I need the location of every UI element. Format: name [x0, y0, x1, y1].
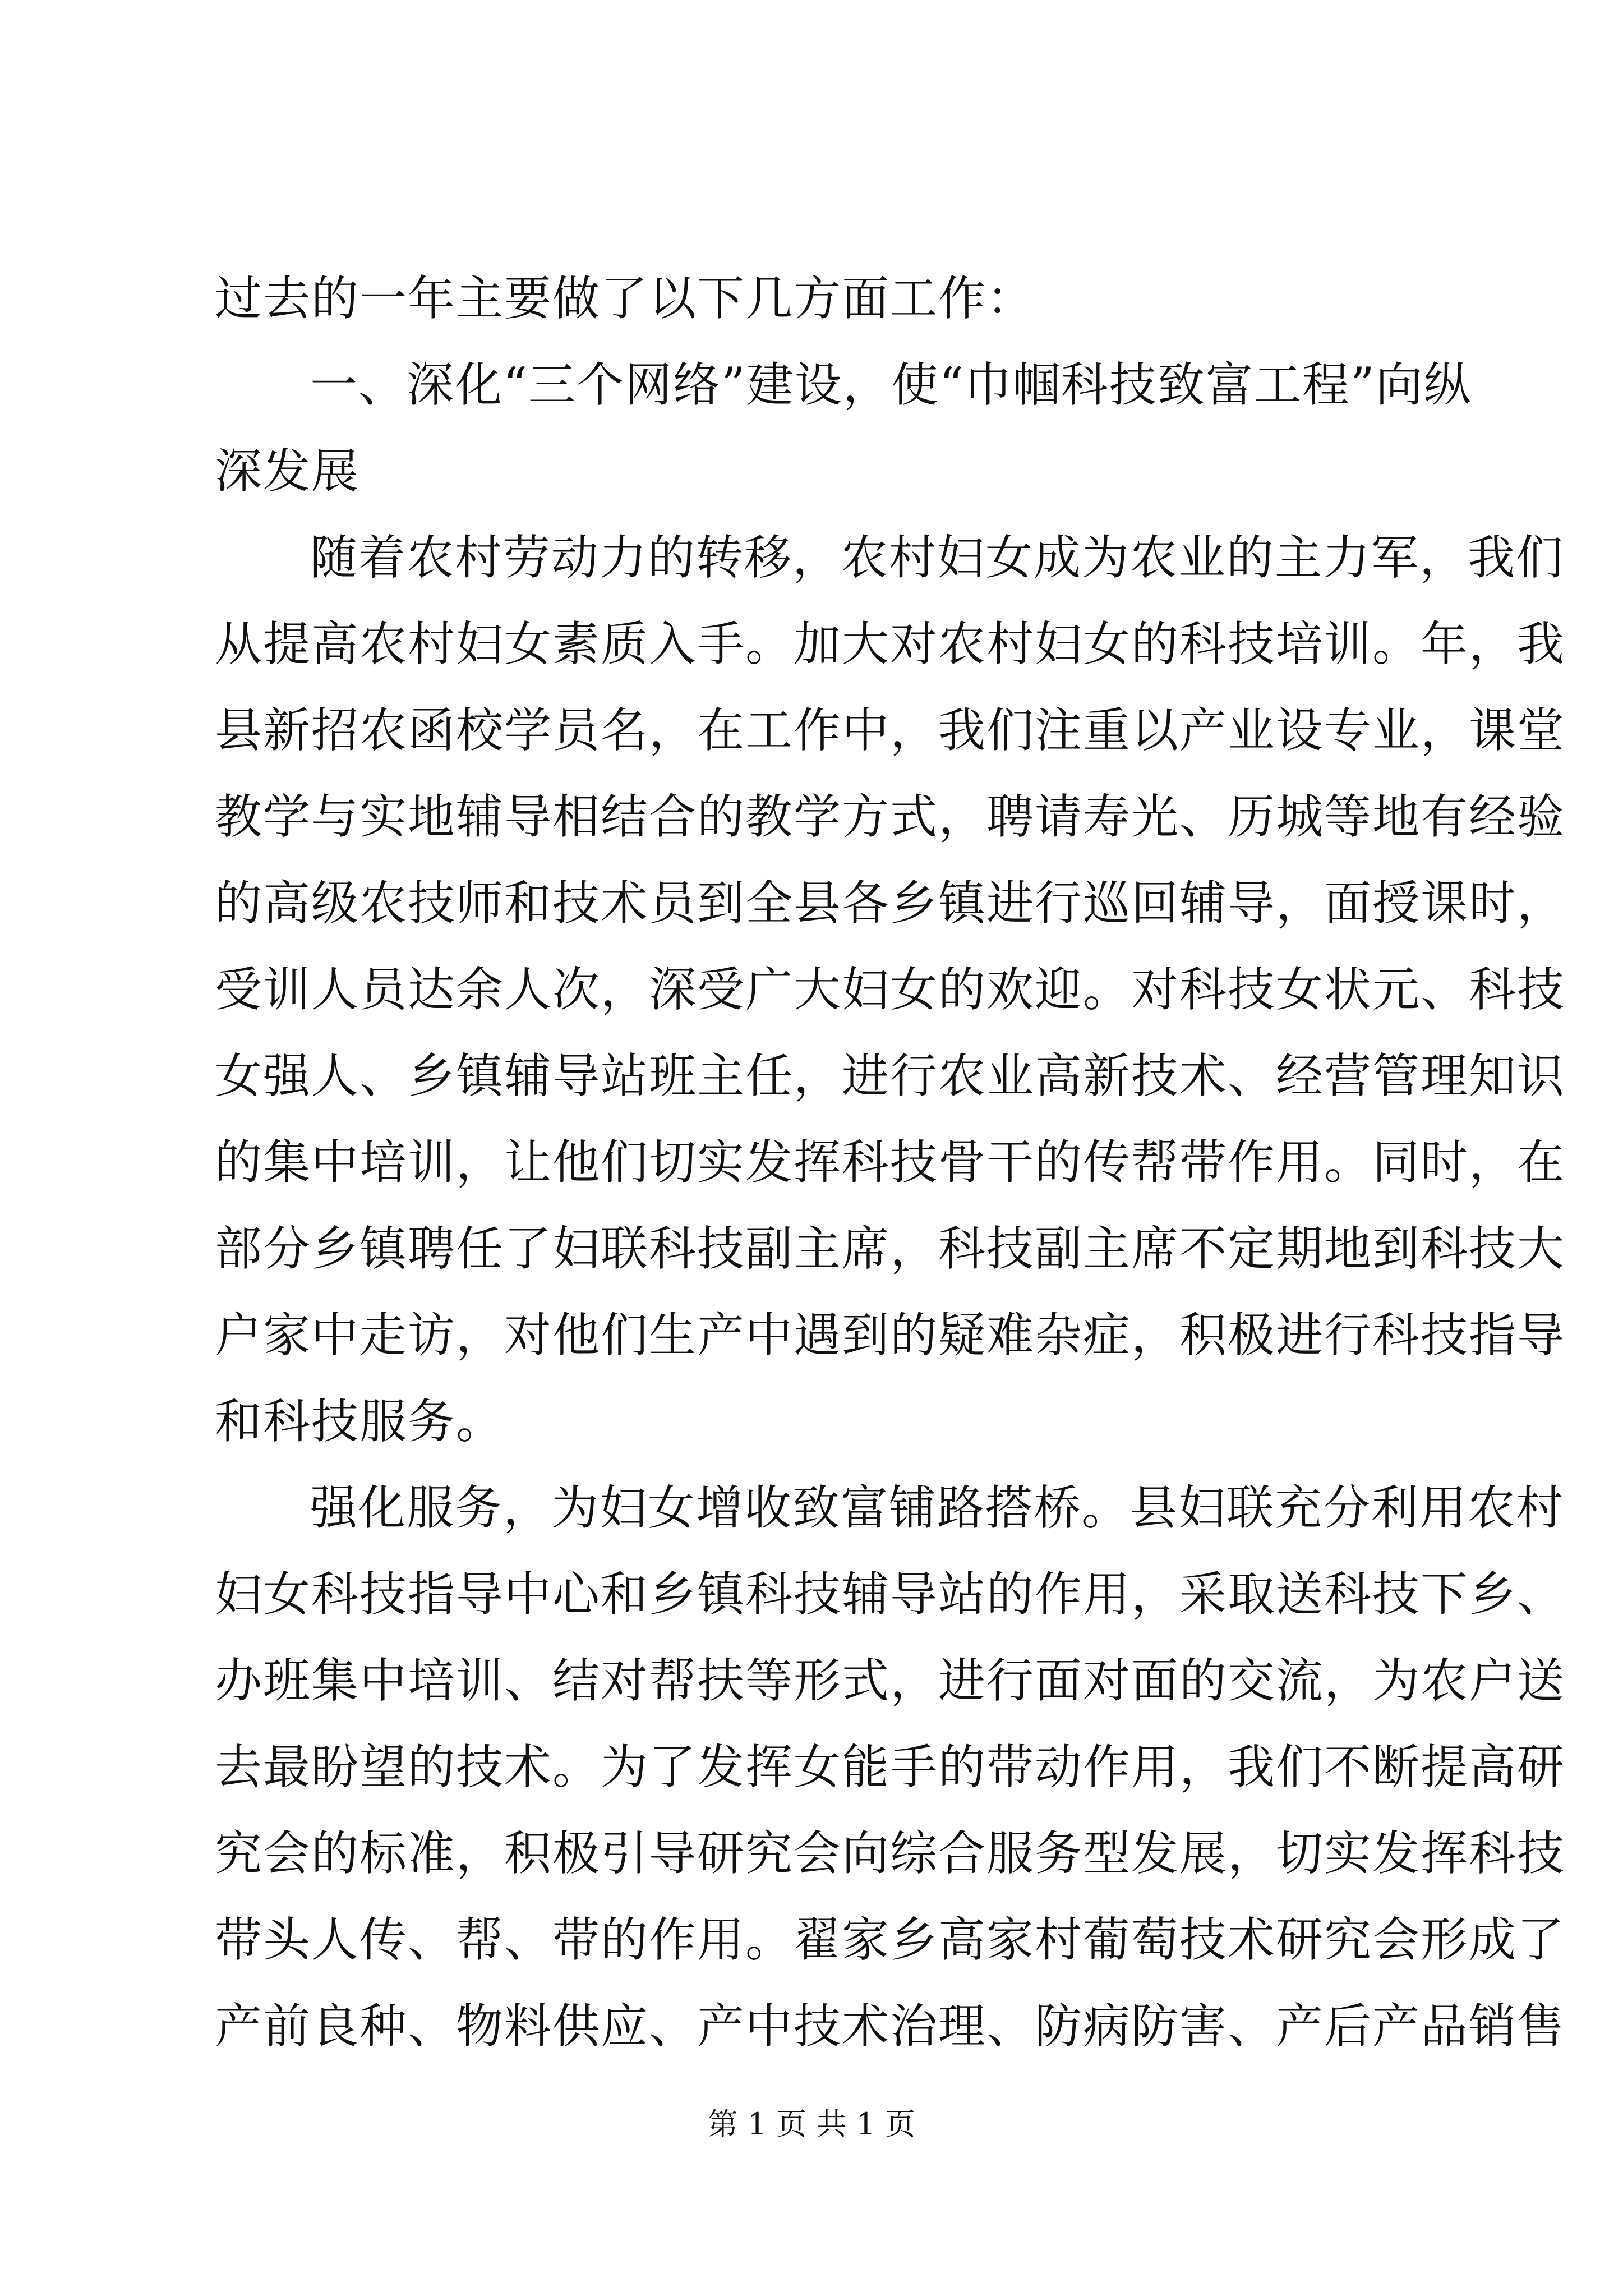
text-line: 从提高农村妇女素质入手。加大对农村妇女的科技培训。年，我: [215, 616, 1566, 671]
text-line: 女强人、乡镇辅导站班主任，进行农业高新技术、经营管理知识: [215, 1048, 1566, 1103]
text-line: 妇女科技指导中心和乡镇科技辅导站的作用，采取送科技下乡、: [215, 1567, 1566, 1622]
text-line: 强化服务，为妇女增收致富铺路搭桥。县妇联充分利用农村: [310, 1480, 1565, 1535]
text-line: 和科技服务。: [215, 1394, 505, 1449]
text-line: 深发展: [215, 444, 360, 499]
text-line: 教学与实地辅导相结合的教学方式，聘请寿光、历城等地有经验: [215, 789, 1566, 844]
text-line: 的集中培训，让他们切实发挥科技骨干的传帮带作用。同时，在: [215, 1135, 1566, 1190]
text-line: 受训人员达余人次，深受广大妇女的欢迎。对科技女状元、科技: [215, 962, 1566, 1017]
text-line: 县新招农函校学员名，在工作中，我们注重以产业设专业，课堂: [215, 703, 1566, 758]
text-line: 部分乡镇聘任了妇联科技副主席，科技副主席不定期地到科技大: [215, 1221, 1566, 1276]
text-line: 产前良种、物料供应、产中技术治理、防病防害、产后产品销售: [215, 1999, 1566, 2054]
text-line: 一、深化“三个网络”建设，使“巾帼科技致富工程”向纵: [310, 357, 1472, 412]
text-line: 户家中走访，对他们生产中遇到的疑难杂症，积极进行科技指导: [215, 1308, 1566, 1363]
page-footer: 第 1 页 共 1 页: [707, 2106, 916, 2142]
text-line: 究会的标准，积极引导研究会向综合服务型发展，切实发挥科技: [215, 1826, 1566, 1881]
document-body: [215, 255, 1566, 2069]
text-line: 过去的一年主要做了以下几方面工作：: [215, 271, 1035, 326]
text-line: 办班集中培训、结对帮扶等形式，进行面对面的交流，为农户送: [215, 1653, 1566, 1708]
text-line: 随着农村劳动力的转移，农村妇女成为农业的主力军，我们: [310, 530, 1565, 585]
text-line: 的高级农技师和技术员到全县各乡镇进行巡回辅导，面授课时，: [215, 876, 1566, 931]
text-line: 带头人传、帮、带的作用。翟家乡高家村葡萄技术研究会形成了: [215, 1912, 1566, 1967]
text-line: 去最盼望的技术。为了发挥女能手的带动作用，我们不断提高研: [215, 1740, 1566, 1795]
